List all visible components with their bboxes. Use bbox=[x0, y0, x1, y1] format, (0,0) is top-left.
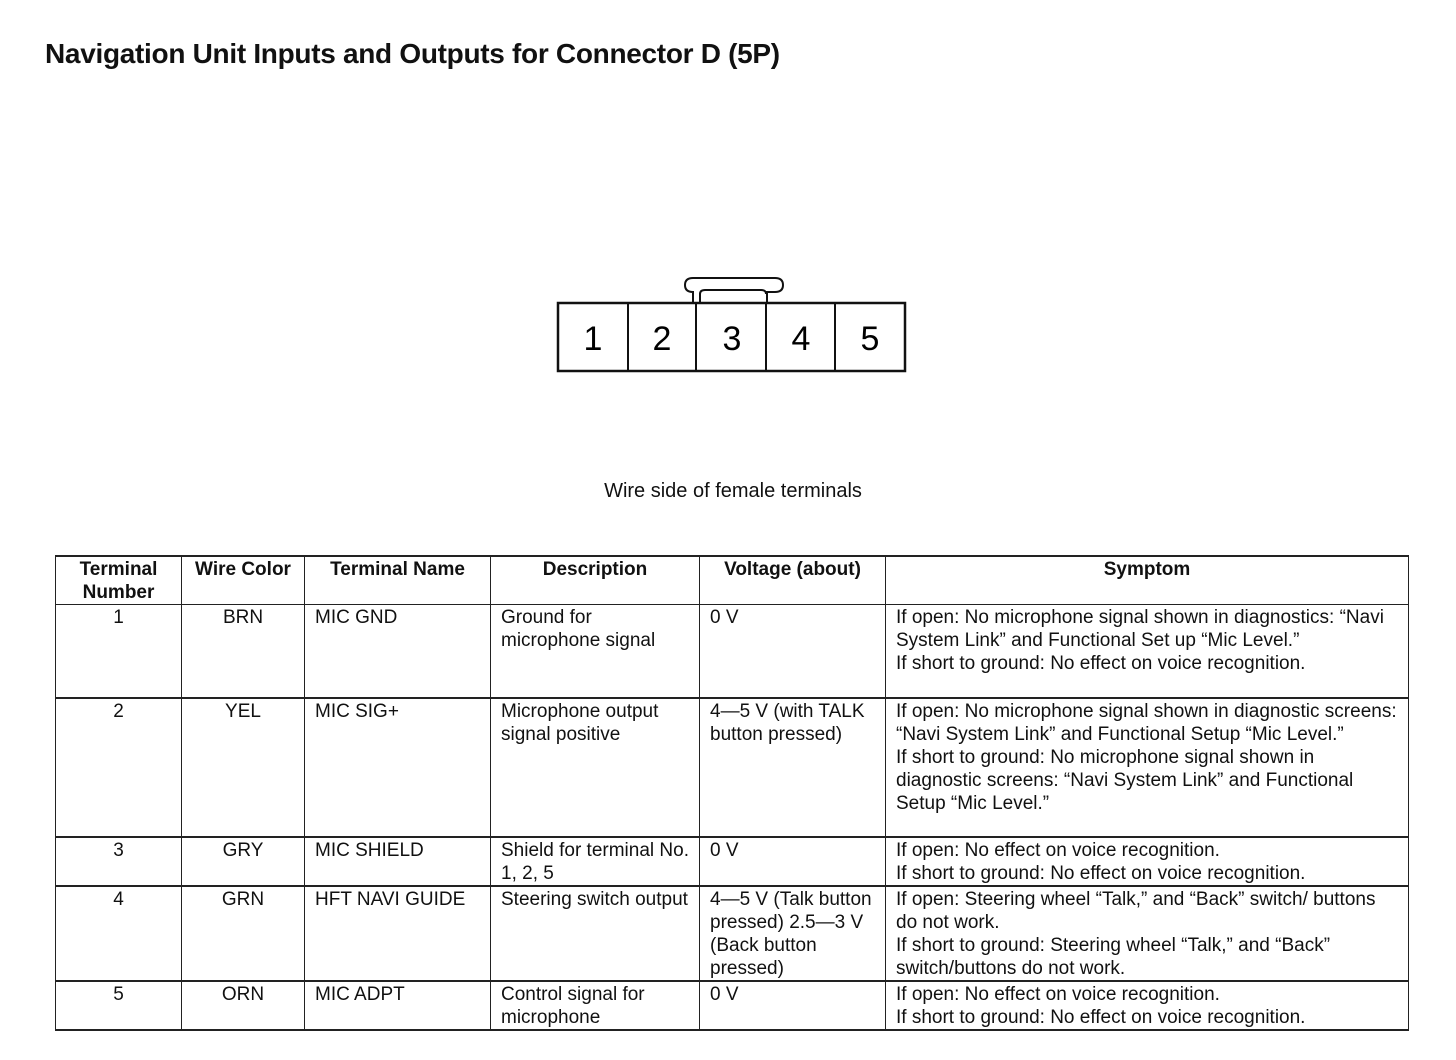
wire-color-cell: ORN bbox=[182, 981, 305, 1030]
terminal-name-cell: MIC SIG+ bbox=[305, 698, 491, 837]
connector-caption: Wire side of female terminals bbox=[604, 480, 862, 502]
header-symptom: Symptom bbox=[886, 556, 1409, 605]
symptom-open: If open: No effect on voice recognition. bbox=[896, 983, 1220, 1005]
voltage-cell: 0 V bbox=[700, 981, 886, 1030]
symptom-cell bbox=[886, 837, 1409, 886]
voltage-cell: 0 V bbox=[700, 605, 886, 698]
terminal-name-cell: MIC GND bbox=[305, 605, 491, 698]
symptom-short: If short to ground: Steering wheel “Talk,” and “Back” switch/buttons do not work. bbox=[896, 934, 1331, 979]
header-terminal-number: Terminal Number bbox=[56, 556, 182, 605]
header-terminal-name: Terminal Name bbox=[305, 556, 491, 605]
terminal-number-cell: 2 bbox=[56, 698, 182, 837]
voltage-cell: 0 V bbox=[700, 837, 886, 886]
voltage-cell: 4—5 V (Talk button pressed) 2.5—3 V (Back button pressed) bbox=[700, 886, 886, 981]
connector-pin-5: 5 bbox=[860, 320, 880, 358]
terminal-name-cell: HFT NAVI GUIDE bbox=[305, 886, 491, 981]
symptom-open: If open: Steering wheel “Talk,” and “Back” switch/ buttons do not work. bbox=[896, 888, 1376, 933]
description-cell: Steering switch output bbox=[491, 886, 700, 981]
connector-pin-1: 1 bbox=[583, 320, 603, 358]
table-row bbox=[56, 698, 1409, 837]
terminal-name-cell: MIC ADPT bbox=[305, 981, 491, 1030]
description-cell: Microphone output signal positive bbox=[491, 698, 700, 837]
table-header-row bbox=[56, 556, 1409, 605]
symptom-cell bbox=[886, 698, 1409, 837]
symptom-open: If open: No effect on voice recognition. bbox=[896, 839, 1220, 861]
symptom-short: If short to ground: No microphone signal shown in diagnostic screens: “Navi System Link” and Functional Setup “Mic Level.” bbox=[896, 746, 1354, 814]
terminal-number-cell: 1 bbox=[56, 605, 182, 698]
header-wire-color: Wire Color bbox=[182, 556, 305, 605]
symptom-open: If open: No microphone signal shown in diagnostic screens: “Navi System Link” and Functional Setup “Mic Level.” bbox=[896, 700, 1397, 745]
table-row bbox=[56, 886, 1409, 981]
io-table bbox=[55, 555, 1409, 1031]
wire-color-cell: BRN bbox=[182, 605, 305, 698]
table-row bbox=[56, 981, 1409, 1030]
table-row bbox=[56, 605, 1409, 698]
connector-diagram bbox=[555, 272, 915, 376]
symptom-cell bbox=[886, 886, 1409, 981]
connector-pin-4: 4 bbox=[791, 320, 811, 358]
symptom-cell bbox=[886, 981, 1409, 1030]
symptom-short: If short to ground: No effect on voice recognition. bbox=[896, 653, 1306, 674]
wire-color-cell: GRY bbox=[182, 837, 305, 886]
wire-color-cell: YEL bbox=[182, 698, 305, 837]
terminal-name-cell: MIC SHIELD bbox=[305, 837, 491, 886]
symptom-open: If open: No microphone signal shown in diagnostics: “Navi System Link” and Functional Set up “Mic Level.” bbox=[896, 607, 1384, 651]
symptom-cell bbox=[886, 605, 1409, 698]
terminal-number-cell: 4 bbox=[56, 886, 182, 981]
connector-pin-3: 3 bbox=[722, 320, 742, 358]
header-voltage: Voltage (about) bbox=[700, 556, 886, 605]
page-title: Navigation Unit Inputs and Outputs for Connector D (5P) bbox=[45, 38, 780, 69]
terminal-number-cell: 3 bbox=[56, 837, 182, 886]
wire-color-cell: GRN bbox=[182, 886, 305, 981]
description-cell: Ground for microphone signal bbox=[491, 605, 700, 698]
terminal-number-cell: 5 bbox=[56, 981, 182, 1030]
description-cell: Control signal for microphone bbox=[491, 981, 700, 1030]
header-description: Description bbox=[491, 556, 700, 605]
table-row bbox=[56, 837, 1409, 886]
voltage-cell: 4—5 V (with TALK button pressed) bbox=[700, 698, 886, 837]
symptom-short: If short to ground: No effect on voice recognition. bbox=[896, 862, 1306, 884]
connector-pin-2: 2 bbox=[652, 320, 672, 358]
symptom-short: If short to ground: No effect on voice recognition. bbox=[896, 1006, 1306, 1028]
description-cell: Shield for terminal No. 1, 2, 5 bbox=[491, 837, 700, 886]
